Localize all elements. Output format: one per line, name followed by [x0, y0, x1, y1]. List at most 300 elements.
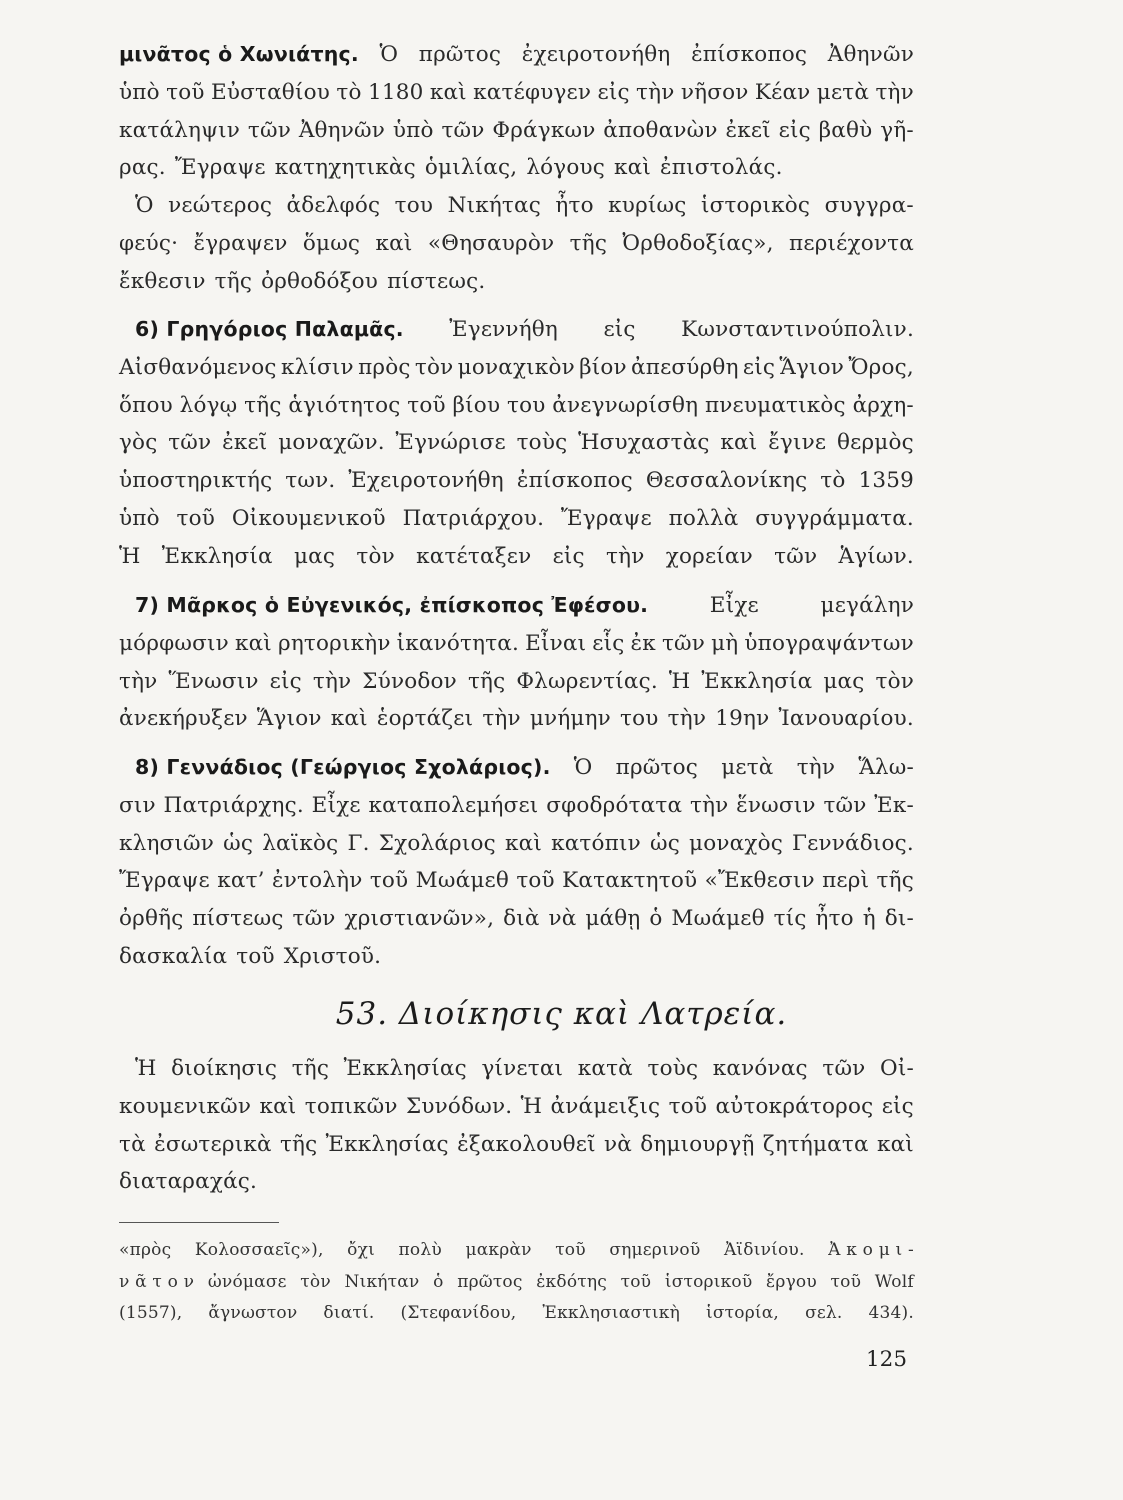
word: Ἐκκλησίας — [343, 1056, 467, 1081]
word: κυρίως — [608, 193, 687, 218]
word: πρῶτος — [457, 1271, 523, 1292]
word: Γεννάδιος. — [792, 830, 914, 856]
word: τῆς — [244, 392, 282, 418]
word: καὶ — [234, 630, 272, 656]
word: ἐσωτερικὰ — [154, 1131, 272, 1157]
paragraph-markos-eugenikos — [119, 593, 914, 744]
word: Ὀρθοδοξίας», — [622, 230, 774, 256]
word: κουμενικῶν — [119, 1093, 252, 1119]
word: Ὁ — [379, 42, 399, 67]
word: ὑπογραψάντων — [744, 630, 914, 656]
entry-title: 6) Γρηγόριος Παλαμᾶς. — [135, 317, 404, 341]
word: λόγῳ — [179, 392, 238, 418]
word: ρητορικὴν — [277, 630, 391, 656]
word: του — [506, 392, 546, 418]
word: τῶν — [168, 430, 212, 456]
word: διατί. — [323, 1303, 375, 1324]
word: τῆς — [569, 230, 608, 256]
text-line — [119, 631, 914, 669]
word: φεύς· — [119, 230, 179, 256]
text-line — [119, 193, 914, 231]
word: ζητήματα — [762, 1131, 869, 1157]
word: συγγράμματα. — [755, 505, 914, 531]
word: ὑποστηρικτής — [119, 468, 273, 494]
word: ἦτο — [555, 193, 594, 218]
word: Εἶναι — [525, 630, 587, 656]
text-line — [119, 155, 914, 193]
word: του — [620, 706, 659, 732]
word: Ἡσυχαστὰς — [578, 430, 710, 456]
word: ἑορτάζει — [376, 706, 474, 732]
word: τοὺς — [647, 1056, 699, 1081]
word: διοίκησις — [171, 1056, 278, 1081]
word: τοῦ — [166, 79, 205, 105]
word: ἕνωσιν — [736, 792, 816, 818]
word: ὡς — [223, 830, 254, 856]
word: τὴν — [119, 668, 158, 694]
word: δι- — [884, 906, 914, 932]
word: σημερινοῦ — [609, 1240, 701, 1260]
word: Ἀϊδινίου. — [723, 1240, 805, 1260]
word: Ἐκκλησία — [161, 543, 273, 569]
word: Χριστοῦ. — [283, 943, 382, 969]
word: Ἐχειροτονήθη — [348, 468, 504, 494]
text-line — [119, 706, 914, 744]
word: τῆς — [876, 868, 914, 894]
word: μάθῃ — [585, 906, 641, 932]
text-line — [119, 544, 914, 582]
word: ἐκδότης — [536, 1271, 607, 1292]
word: εἰς — [881, 1093, 914, 1119]
word: Νικήτας — [447, 193, 541, 218]
paragraph-administration — [119, 1056, 914, 1207]
word: ὄχι — [347, 1240, 375, 1260]
word: τοῦ — [555, 1240, 586, 1260]
word: ὑπὸ — [119, 505, 160, 531]
word: τὴν — [482, 706, 521, 732]
word: Ἐκκλησίας — [325, 1131, 449, 1157]
word: Ἰανουαρίου. — [778, 706, 914, 732]
word: νεώτερος — [168, 193, 273, 218]
word: πολλὰ — [668, 505, 739, 531]
text-line — [119, 468, 914, 506]
word: βαθὺ — [818, 117, 873, 143]
word: Ὄρος, — [848, 354, 914, 380]
text-line — [119, 793, 914, 831]
word: χορείαν — [665, 543, 753, 569]
word: μεγάλην — [820, 593, 914, 618]
word: μακρὰν — [465, 1240, 532, 1260]
word: Ἅλω- — [858, 755, 914, 780]
word: καὶ — [614, 155, 651, 181]
word: ἀρχη- — [852, 392, 914, 418]
word: του — [394, 193, 434, 218]
word: καὶ — [330, 706, 368, 732]
word: σιν — [119, 792, 156, 818]
word: μετὰ — [816, 79, 870, 105]
text-line — [119, 506, 914, 544]
word: τοῦ — [830, 1271, 862, 1292]
word: διὰ — [503, 906, 540, 932]
word: κλησιῶν — [119, 830, 215, 856]
word: τοὺς — [516, 430, 568, 456]
word: των. — [285, 468, 336, 494]
text-line — [119, 355, 914, 393]
word: καὶ — [375, 230, 413, 256]
word: τῆς — [291, 1056, 330, 1081]
word: τῆς — [214, 268, 253, 294]
word: μοναχικὸν — [457, 354, 575, 380]
word: θερμὸς — [836, 430, 914, 456]
word: «πρὸς — [119, 1240, 172, 1260]
word: ἀποθανὼν — [603, 117, 718, 143]
word: τὴν — [875, 79, 914, 105]
word: ἐκεῖ — [725, 117, 771, 143]
text-line — [119, 906, 914, 944]
word: τῶν — [774, 543, 818, 569]
word: ἔργου — [766, 1271, 817, 1292]
word: (Στεφανίδου, — [400, 1303, 517, 1324]
word: βίου — [452, 392, 501, 418]
word: λαϊκὸς — [262, 830, 339, 856]
word: Μωάμεθ — [671, 906, 765, 932]
word: ἀδελφός — [286, 193, 381, 218]
word: γῆ- — [880, 117, 914, 143]
word: ὡς — [649, 830, 680, 856]
word: λόγους — [526, 155, 605, 181]
word: ἄγνωστον — [208, 1303, 298, 1324]
word: περιέχοντα — [789, 230, 914, 256]
word: κλίσιν — [280, 354, 354, 380]
word: Ἅγιον — [256, 706, 322, 732]
word: Wolf — [874, 1271, 914, 1292]
word: τὴν — [689, 792, 729, 818]
word: τῶν — [292, 906, 336, 932]
word: μνήμην — [529, 706, 611, 732]
word: τῶν — [441, 117, 485, 143]
word: δημιουργῇ — [640, 1131, 755, 1157]
word: Ἀ κ ο μ ι - — [828, 1240, 914, 1260]
word: τοῦ — [176, 505, 216, 531]
word: Πατριάρχης. — [163, 792, 304, 818]
word: τὰ — [119, 1131, 146, 1157]
word: πρὸς — [358, 354, 411, 380]
word: Ἐκ- — [874, 792, 914, 818]
word: Ἐκκλησία — [701, 668, 813, 694]
word: μας — [293, 543, 336, 569]
word: τὴν — [606, 543, 645, 569]
text-line — [119, 42, 914, 80]
word: κατέταξεν — [416, 543, 532, 569]
word: συγγρα- — [824, 193, 914, 218]
word: τῶν — [661, 630, 706, 656]
word: Οἰ- — [880, 1056, 914, 1081]
word: χριστιανῶν», — [344, 906, 495, 932]
word: ὅπου — [119, 392, 173, 418]
word: πίστεως. — [387, 268, 486, 294]
word: ἐξακολουθεῖ — [457, 1131, 596, 1157]
word: ν ᾶ τ ο ν — [119, 1271, 195, 1292]
word: ἐπίσκοπος — [691, 42, 808, 67]
word: ἁγιότητος — [288, 392, 401, 418]
word: εἰς — [603, 317, 636, 342]
word: ὠνόμασε — [207, 1271, 287, 1292]
word: κατάληψιν — [119, 117, 241, 143]
word: «Ἔκθεσιν — [704, 868, 815, 894]
word: ἐκεῖ — [222, 430, 268, 456]
word: Ἡ — [520, 1093, 543, 1119]
word: τίς — [773, 906, 807, 932]
text-line — [119, 269, 914, 307]
text-line — [119, 593, 914, 631]
entry-title: 7) Μᾶρκος ὁ Εὐγενικός, ἐπίσκοπος Ἐφέσου. — [135, 593, 649, 617]
text-line — [119, 1056, 914, 1094]
paragraph-gennadios — [119, 755, 914, 982]
text-line — [119, 1303, 914, 1335]
word: σφοδρότατα — [546, 792, 683, 818]
text-line — [119, 1132, 914, 1170]
text-line — [119, 868, 914, 906]
word: καὶ — [720, 430, 758, 456]
word: ἐντολὴν — [272, 868, 363, 894]
text-line — [119, 231, 914, 269]
word: τοῦ — [407, 392, 446, 418]
text-line — [119, 755, 914, 793]
word: νῆσον — [680, 79, 749, 105]
word: μετὰ — [721, 755, 774, 780]
word: νὰ — [603, 1131, 632, 1157]
word: τοῦ — [516, 868, 555, 894]
word: Ὁ — [135, 193, 154, 218]
text-line — [119, 944, 914, 982]
word: τοῦ — [620, 1271, 652, 1292]
word: (1557), — [119, 1303, 183, 1324]
word: πολὺ — [398, 1240, 442, 1260]
word: ἔκθεσιν — [119, 268, 206, 294]
word: εἰς — [742, 354, 776, 380]
text-line — [119, 669, 914, 707]
word: ἐπίσκοπος — [516, 468, 633, 494]
word: πνευματικὸς — [704, 392, 846, 418]
word: μοναχῶν. — [278, 430, 385, 456]
word: ἱστορικοῦ — [664, 1271, 753, 1292]
word: ἔγραψεν — [193, 230, 288, 256]
word: μας — [823, 668, 865, 694]
page-number: 125 — [866, 1347, 908, 1372]
word: πίστεως — [192, 906, 284, 932]
word: ἱστορία, — [705, 1303, 780, 1324]
word: Ἐκκλησιαστικὴ — [542, 1303, 680, 1324]
word: ρας. — [119, 155, 166, 181]
word: μὴ — [711, 630, 739, 656]
word: τὸν — [356, 543, 395, 569]
entry-title: 8) Γεννάδιος (Γεώργιος Σχολάριος). — [135, 755, 551, 779]
word: 434). — [868, 1303, 914, 1324]
word: Γ. — [347, 830, 370, 856]
word: γίνεται — [481, 1056, 564, 1081]
word: καταπολεμήσει — [368, 792, 539, 818]
word: Ἔγραψε — [119, 868, 210, 894]
word: 1180 — [367, 79, 424, 105]
word: ἱκανότητα. — [396, 630, 520, 656]
word: καὶ — [876, 1131, 914, 1157]
word: ὅμως — [302, 230, 361, 256]
word: εἰς — [269, 668, 302, 694]
word: κατὰ — [577, 1056, 633, 1081]
word: Συνόδων. — [405, 1093, 513, 1119]
word: κανόνας — [712, 1056, 808, 1081]
word: τὸ — [336, 79, 362, 105]
word: τὴν — [312, 668, 352, 694]
word: κατόπιν — [551, 830, 641, 856]
word: γὸς — [119, 430, 158, 456]
word: δασκαλία — [119, 943, 228, 969]
word: Θεσσαλονίκης — [645, 468, 808, 494]
word: πρῶτος — [418, 42, 502, 67]
word: Ἐγεννήθη — [449, 317, 559, 342]
word: κατ’ — [217, 868, 265, 894]
word: 1359 — [858, 468, 914, 494]
word: Σύνοδον — [362, 668, 457, 694]
text-line — [119, 317, 914, 355]
word: ἀνεγνωρίσθη — [552, 392, 699, 418]
word: τὸν — [875, 668, 914, 694]
word: καὶ — [504, 830, 542, 856]
word: ὁ — [649, 906, 663, 932]
word: τῆς — [279, 1131, 318, 1157]
word: Ἁγίων. — [838, 543, 914, 569]
text-line — [119, 831, 914, 869]
text-line — [119, 1094, 914, 1132]
word: Ἕνωσιν — [168, 668, 259, 694]
word: Σχολάριος — [378, 830, 496, 856]
word: ὑπὸ — [392, 117, 434, 143]
word: Κατακτητοῦ — [562, 868, 698, 894]
word: ὑπὸ — [119, 79, 160, 105]
entry-title: μινᾶτος ὁ Χωνιάτης. — [119, 42, 359, 66]
word: Κέαν — [754, 79, 811, 105]
word: 19ην — [715, 706, 770, 732]
word: τὴν — [796, 755, 836, 780]
word: εἰς — [552, 543, 585, 569]
section-heading: 53. Διοίκησις καὶ Λατρεία. — [335, 996, 788, 1032]
word: κατέφυγεν — [473, 79, 592, 105]
word: ἐπιστολάς. — [660, 155, 783, 181]
word: ἱστορικὸς — [700, 193, 811, 218]
word: Μωάμεθ — [415, 868, 509, 894]
word: τοῦ — [236, 943, 275, 969]
word: Αἰσθανόμενος — [119, 354, 277, 380]
word: Νικήταν — [344, 1271, 420, 1292]
word: Ἀθηνῶν — [298, 117, 386, 143]
text-line — [119, 1169, 914, 1207]
word: ὁμιλίας, — [424, 155, 518, 181]
word: περὶ — [822, 868, 870, 894]
word: σελ. — [805, 1303, 843, 1324]
word: Ἐγνώρισε — [395, 430, 506, 456]
word: τοπικῶν — [304, 1093, 398, 1119]
word: τοῦ — [369, 868, 409, 894]
word: εἷς — [592, 630, 625, 656]
word: τὸν — [300, 1271, 331, 1292]
word: τῶν — [822, 1056, 866, 1081]
word: Ἡ — [668, 668, 691, 694]
word: Φλωρεντίας. — [516, 668, 658, 694]
word: Ἡ — [135, 1056, 157, 1081]
word: ἀνάμειξις — [550, 1093, 661, 1119]
word: μοναχὸς — [689, 830, 783, 856]
word: Ὁ — [573, 755, 593, 780]
paragraph-niketas — [119, 193, 914, 306]
text-line — [119, 118, 914, 156]
word: κατηχητικὰς — [274, 155, 416, 181]
word: ὀρθῆς — [119, 906, 184, 932]
word: πρῶτος — [615, 755, 699, 780]
word: Οἰκουμενικοῦ — [231, 505, 386, 531]
word: Ἅγιον — [779, 354, 845, 380]
word: μόρφωσιν — [119, 630, 229, 656]
word: Ἔγραψε — [174, 155, 266, 181]
word: Πατριάρχου. — [402, 505, 545, 531]
footnote — [119, 1240, 914, 1335]
word: Εἶχε — [709, 593, 759, 618]
word: τῶν — [247, 117, 291, 143]
word: τὸ — [820, 468, 846, 494]
word: ἐχειροτονήθη — [521, 42, 671, 67]
text-line — [119, 1240, 914, 1272]
word: τῶν — [823, 792, 867, 818]
word: Ἀθηνῶν — [827, 42, 914, 67]
word: νὰ — [548, 906, 577, 932]
word: Κολοσσαεῖς»), — [194, 1240, 324, 1260]
text-line — [119, 393, 914, 431]
footnote-divider — [119, 1222, 279, 1223]
word: τὴν — [636, 79, 675, 105]
word: αὐτοκράτορος — [715, 1093, 874, 1119]
word: εἰς — [597, 79, 630, 105]
word: Εὐσταθίου — [210, 79, 330, 105]
word: τῆς — [467, 668, 506, 694]
word: ἦτο — [815, 906, 854, 932]
word: ἀνεκήρυξεν — [119, 706, 248, 732]
word: Ἡ — [119, 543, 141, 569]
word: διαταραχάς. — [119, 1169, 258, 1195]
word: καὶ — [259, 1093, 297, 1119]
text-line — [119, 1272, 914, 1304]
word: ὁ — [433, 1271, 444, 1292]
word: ἔγινε — [768, 430, 827, 456]
text-line — [119, 430, 914, 468]
word: ὀρθοδόξου — [261, 268, 379, 294]
word: ἐκ — [630, 630, 656, 656]
word: τοῦ — [668, 1093, 708, 1119]
word: τὴν — [667, 706, 707, 732]
text-line — [119, 80, 914, 118]
paragraph-palamas — [119, 317, 914, 582]
paragraph-chonaites — [119, 42, 914, 193]
word: Κωνσταντινούπολιν. — [681, 317, 914, 342]
word: Ἔγραψε — [560, 505, 652, 531]
word: «Θησαυρὸν — [427, 230, 555, 256]
word: ἀπεσύρθη — [631, 354, 739, 380]
word: καὶ — [429, 79, 467, 105]
word: βίον — [579, 354, 627, 380]
word: Φράγκων — [492, 117, 596, 143]
word: εἰς — [778, 117, 811, 143]
word: τὸν — [414, 354, 454, 380]
word: Εἶχε — [311, 792, 361, 818]
word: ἡ — [862, 906, 876, 932]
